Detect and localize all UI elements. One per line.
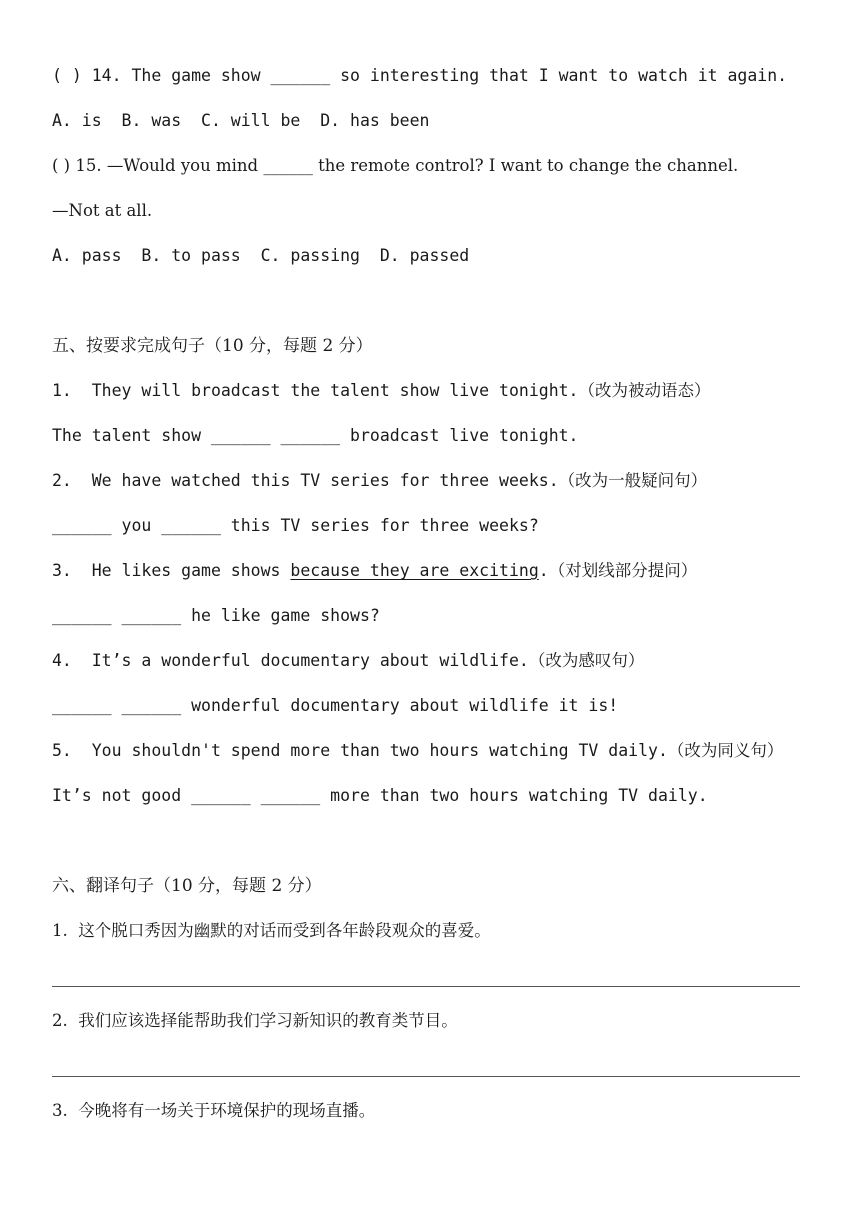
- s5-item4-prompt: [52, 643, 822, 688]
- s5-item5-instruction: （改为同义句）: [667, 741, 784, 760]
- s5-item2-prompt: [52, 463, 822, 508]
- worksheet-page: [52, 58, 822, 1138]
- s6-item1-answer-line: [52, 958, 822, 1003]
- s5-item3-prompt: [52, 553, 822, 598]
- s5-item1-prompt: [52, 373, 822, 418]
- s5-item1-instruction: （改为被动语态）: [578, 381, 711, 400]
- s5-item5-text: 5. You shouldn't spend more than two hours watching TV daily.: [52, 741, 668, 760]
- section6-heading: 六、翻译句子（10 分，每题 2 分）: [52, 876, 322, 896]
- s5-item3-text-pre: 3. He likes game shows: [52, 561, 291, 580]
- s5-item4-instruction: （改为感叹句）: [528, 651, 645, 670]
- s5-item2-text: 2. We have watched this TV series for three weeks.: [52, 471, 559, 490]
- s5-item1-answer: The talent show ______ ______ broadcast live tonight.: [52, 426, 579, 445]
- s5-item4-answer: ______ ______ wonderful documentary about wildlife it is!: [52, 696, 619, 715]
- s5-item1-text: 1. They will broadcast the talent show live tonight.: [52, 381, 579, 400]
- s6-item2-answer-line: [52, 1048, 822, 1093]
- s5-item5-answer: It’s not good ______ ______ more than two hours watching TV daily.: [52, 786, 708, 805]
- question-15: ( ) 15. —Would you mind ______ the remote control? I want to change the channel.: [52, 156, 739, 175]
- question-14-options: A. is B. was C. will be D. has been: [52, 111, 430, 130]
- s5-item2-answer: ______ you ______ this TV series for three weeks?: [52, 516, 539, 535]
- section-spacer: [52, 823, 822, 868]
- section5-heading: 五、按要求完成句子（10 分，每题 2 分）: [52, 336, 373, 356]
- s6-item3-prompt: 3. 今晚将有一场关于环境保护的现场直播。: [52, 1101, 376, 1120]
- s6-item1-prompt: 1. 这个脱口秀因为幽默的对话而受到各年龄段观众的喜爱。: [52, 921, 491, 940]
- question-15-options: A. pass B. to pass C. passing D. passed: [52, 246, 470, 265]
- s6-item2-prompt: 2. 我们应该选择能帮助我们学习新知识的教育类节目。: [52, 1011, 458, 1030]
- section-spacer: [52, 283, 822, 328]
- s5-item3-answer: ______ ______ he like game shows?: [52, 606, 380, 625]
- s5-item3-instruction: （对划线部分提问）: [548, 561, 698, 580]
- s5-item5-prompt: [52, 733, 822, 778]
- s5-item3-underlined-text: because they are exciting: [290, 561, 539, 580]
- s5-item4-text: 4. It’s a wonderful documentary about wildlife.: [52, 651, 529, 670]
- s5-item3-text-post: .: [538, 561, 549, 580]
- s5-item2-instruction: （改为一般疑问句）: [558, 471, 708, 490]
- question-14: ( ) 14. The game show ______ so interesting that I want to watch it again.: [52, 66, 788, 85]
- question-15-reply: —Not at all.: [52, 201, 153, 220]
